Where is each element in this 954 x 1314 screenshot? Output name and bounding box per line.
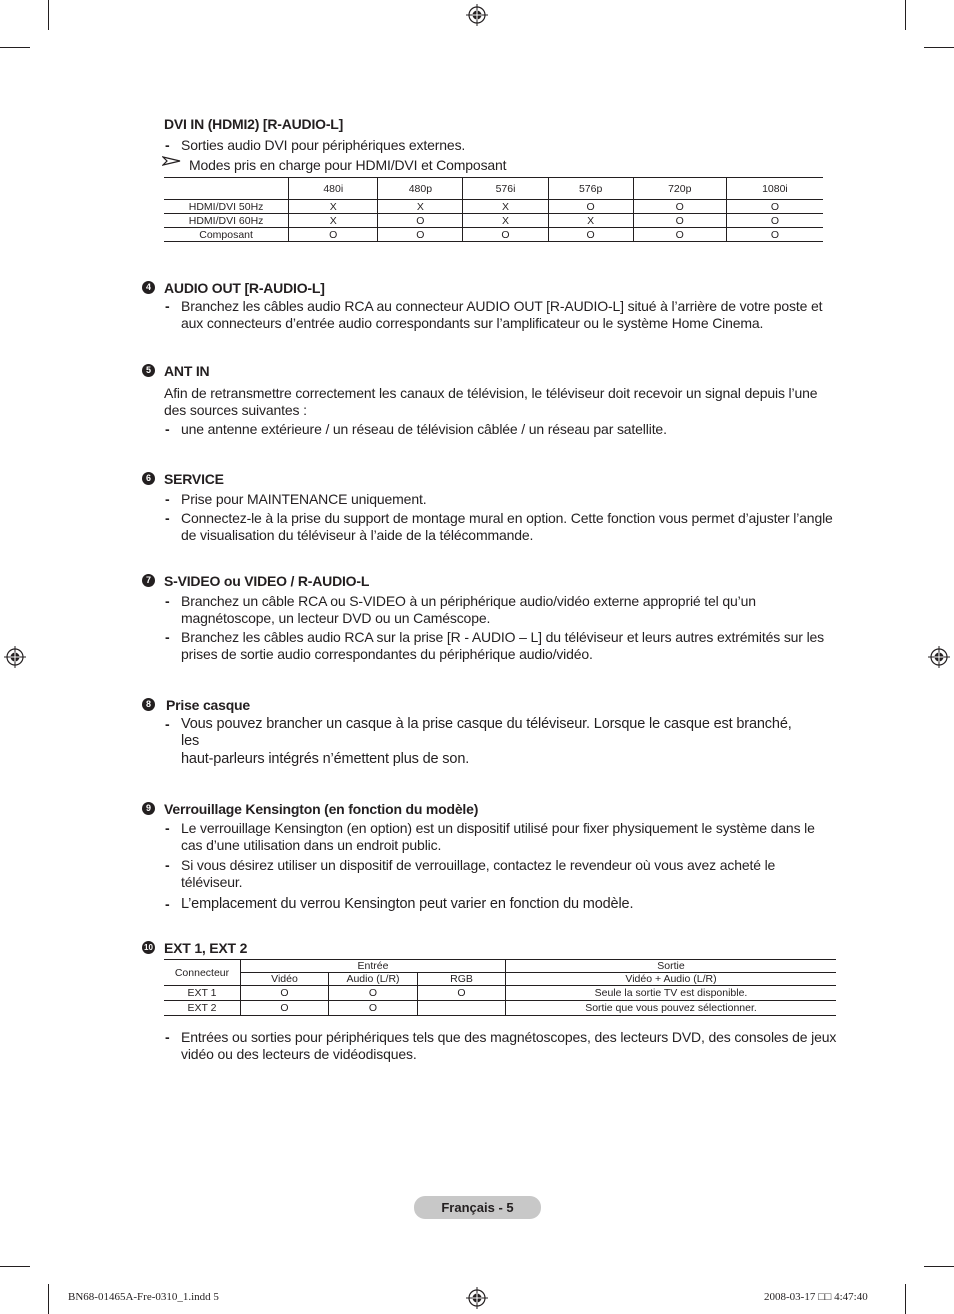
registration-mark-icon <box>4 646 26 668</box>
table-header-cell: Vidéo <box>241 973 329 986</box>
section9-text: L’emplacement du verrou Kensington peut varier en fonction du modèle. <box>181 896 634 912</box>
table-cell: O <box>329 986 418 1001</box>
bullet-dash: - <box>165 716 170 732</box>
table-cell: O <box>463 228 548 242</box>
table-cell: O <box>633 214 726 228</box>
section9-text: Le verrouillage Kensington (en option) est un dispositif utilisé pour fixer physiquement le système dans le <box>181 820 815 836</box>
table-cell: O <box>329 1001 418 1016</box>
table-cell <box>418 1001 506 1016</box>
section7-text: prises de sortie audio correspondantes du périphérique audio/vidéo. <box>181 646 593 662</box>
section10-text: Entrées ou sorties pour périphériques tels que des magnétoscopes, des lecteurs DVD, des consoles de jeux <box>181 1029 837 1045</box>
registration-mark-icon <box>466 4 488 26</box>
bullet-dash: - <box>165 137 170 153</box>
section4-text: Branchez les câbles audio RCA au connecteur AUDIO OUT [R-AUDIO-L] situé à l’arrière de votre poste et <box>181 298 823 314</box>
table-header-cell: 576p <box>548 178 633 200</box>
bullet-dash: - <box>165 629 170 645</box>
section7-text: Branchez un câble RCA ou S-VIDEO à un périphérique audio/vidéo externe approprié tel qu’un <box>181 593 756 609</box>
table-cell: O <box>770 214 779 227</box>
bullet-dash: - <box>165 491 170 507</box>
table-cell: O <box>770 228 779 241</box>
bullet-dash: - <box>165 896 170 912</box>
table-header-cell: 576i <box>463 178 548 200</box>
section6-text: Prise pour MAINTENANCE uniquement. <box>181 491 427 507</box>
bullet-dash: - <box>165 421 170 437</box>
registration-mark-icon <box>466 1287 488 1309</box>
table-cell: Seule la sortie TV est disponible. <box>594 987 748 999</box>
section7-text: Branchez les câbles audio RCA sur la prise [R - AUDIO – L] du téléviseur et leurs autres extrémités sur les <box>181 629 825 645</box>
bullet-dash: - <box>165 298 170 314</box>
section5-text: une antenne extérieure / un réseau de télévision câblée / un réseau par satellite. <box>181 421 667 437</box>
crop-mark <box>48 0 49 30</box>
table-cell: Composant <box>164 228 289 242</box>
table-cell: O <box>770 200 779 213</box>
table-cell: O <box>289 228 378 242</box>
section9-title: Verrouillage Kensington (en fonction du modèle) <box>164 801 479 817</box>
table-header-cell: RGB <box>418 973 506 986</box>
table-header-cell: 720p <box>633 178 726 200</box>
section9-text: téléviseur. <box>181 874 243 890</box>
crop-mark <box>48 1284 49 1314</box>
section6-text: de visualisation du téléviseur à l’aide de la télécommande. <box>181 527 534 543</box>
bullet-dash: - <box>165 820 170 836</box>
section8-text: les <box>181 733 200 749</box>
dvi-note: Modes pris en charge pour HDMI/DVI et Composant <box>189 157 507 173</box>
section9-text: cas d’une utilisation dans un endroit public. <box>181 837 442 853</box>
note-arrow-icon <box>162 155 182 167</box>
table-cell: O <box>633 228 726 242</box>
bullet-dash: - <box>165 857 170 873</box>
bullet-dash: - <box>165 593 170 609</box>
table-header-cell: Sortie <box>506 960 837 973</box>
hdmi-modes-table <box>164 177 823 242</box>
table-cell: X <box>289 214 378 228</box>
section8-text: Vous pouvez brancher un casque à la prise casque du téléviseur. Lorsque le casque est branché, <box>181 716 792 732</box>
table-cell: X <box>378 200 463 214</box>
crop-mark <box>905 1284 906 1314</box>
table-cell: X <box>548 214 633 228</box>
table-header-cell <box>164 178 289 200</box>
table-cell: O <box>418 986 506 1001</box>
bullet-dash: - <box>165 1029 170 1045</box>
section7-text: magnétoscope, un lecteur DVD ou un Caméscope. <box>181 610 491 626</box>
section4-text: aux connecteurs d’entrée audio correspondants sur l’amplificateur ou le système Home Cinema. <box>181 315 764 331</box>
crop-mark <box>924 47 954 48</box>
section-number-badge: 4 <box>142 281 155 294</box>
section5-text: Afin de retransmettre correctement les canaux de télévision, le téléviseur doit recevoir un signal depuis l’une <box>164 385 818 401</box>
bullet-dash: - <box>165 510 170 526</box>
table-cell: O <box>378 228 463 242</box>
table-cell: O <box>633 200 726 214</box>
table-cell: X <box>463 200 548 214</box>
section9-text: Si vous désirez utiliser un dispositif de verrouillage, contactez le revendeur où vous avez acheté le <box>181 857 776 873</box>
section-number-badge: 5 <box>142 364 155 377</box>
table-cell: O <box>548 200 633 214</box>
footer-filename: BN68-01465A-Fre-0310_1.indd 5 <box>68 1291 219 1303</box>
table-header-cell: 480i <box>289 178 378 200</box>
table-cell: X <box>463 214 548 228</box>
section8-text: haut-parleurs intégrés n’émettent plus de son. <box>181 751 470 767</box>
section-number-badge: 10 <box>142 941 155 954</box>
section10-title: EXT 1, EXT 2 <box>164 940 248 956</box>
table-cell: HDMI/DVI 60Hz <box>164 214 289 228</box>
table-cell: O <box>378 214 463 228</box>
table-cell: O <box>548 228 633 242</box>
section6-title: SERVICE <box>164 471 224 487</box>
section4-title: AUDIO OUT [R-AUDIO-L] <box>164 280 325 296</box>
table-cell: X <box>289 200 378 214</box>
table-header-cell: 480p <box>378 178 463 200</box>
table-header-cell: Audio (L/R) <box>329 973 418 986</box>
table-header-cell: 1080i <box>762 182 788 195</box>
section10-text: vidéo ou des lecteurs de vidéodisques. <box>181 1046 417 1062</box>
table-cell: O <box>241 1001 329 1016</box>
table-cell: EXT 2 <box>164 1001 241 1016</box>
section5-title: ANT IN <box>164 363 210 379</box>
section-number-badge: 7 <box>142 574 155 587</box>
crop-mark <box>905 0 906 30</box>
ext-connector-table <box>164 959 836 1016</box>
section5-text: des sources suivantes : <box>164 402 307 418</box>
section6-text: Connectez-le à la prise du support de montage mural en option. Cette fonction vous permet d’ajuster l’angle <box>181 510 833 526</box>
table-cell: EXT 1 <box>164 986 241 1001</box>
section-number-badge: 6 <box>142 472 155 485</box>
table-cell: HDMI/DVI 50Hz <box>164 200 289 214</box>
page-number-label: Français - 5 <box>414 1196 541 1219</box>
crop-mark <box>0 47 30 48</box>
registration-mark-icon <box>928 646 950 668</box>
section7-title: S-VIDEO ou VIDEO / R-AUDIO-L <box>164 573 370 589</box>
table-header-cell: Entrée <box>241 960 506 973</box>
footer-timestamp: 2008-03-17 □□ 4:47:40 <box>764 1291 868 1303</box>
table-cell: Sortie que vous pouvez sélectionner. <box>585 1002 757 1014</box>
section8-title: Prise casque <box>166 697 250 713</box>
section-number-badge: 8 <box>142 698 155 711</box>
section-dvi-title: DVI IN (HDMI2) [R-AUDIO-L] <box>164 116 344 132</box>
crop-mark <box>924 1266 954 1267</box>
crop-mark <box>0 1266 30 1267</box>
table-header-cell: Vidéo + Audio (L/R) <box>625 973 717 985</box>
table-header-cell: Connecteur <box>164 960 241 986</box>
table-cell: O <box>241 986 329 1001</box>
section-number-badge: 9 <box>142 802 155 815</box>
dvi-bullet: Sorties audio DVI pour périphériques externes. <box>181 137 466 153</box>
